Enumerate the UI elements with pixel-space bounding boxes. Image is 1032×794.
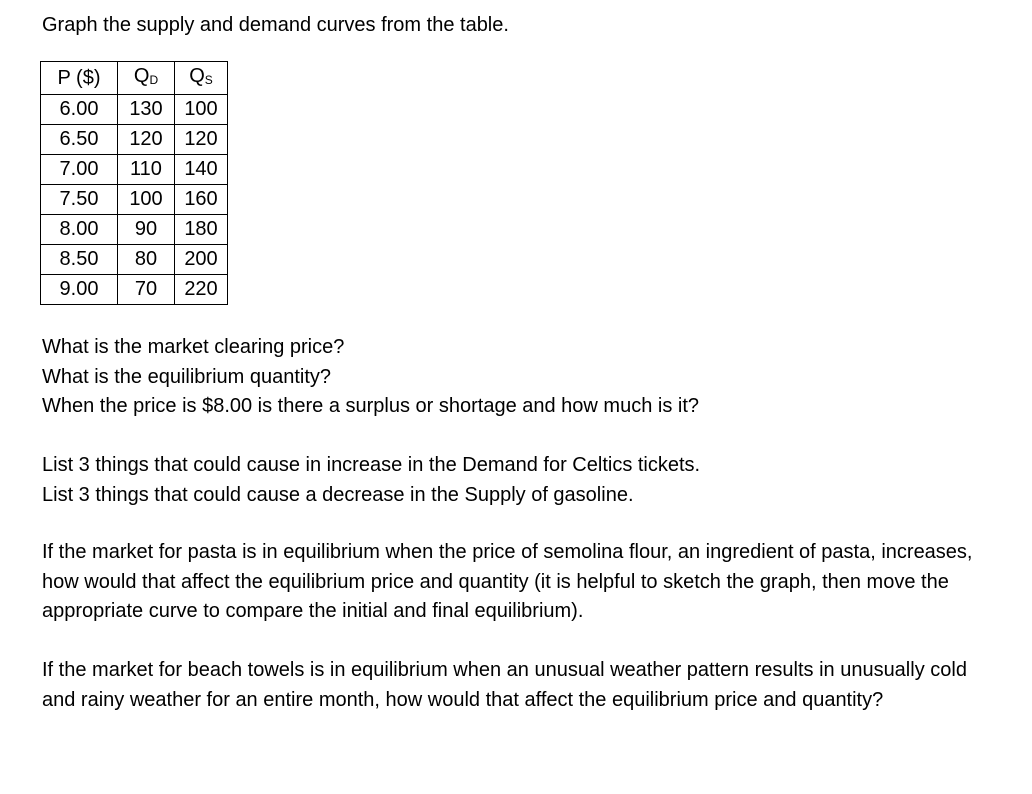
table-row (41, 215, 228, 245)
cell-price: 9.00 (41, 275, 118, 305)
header-qd-sub: D (149, 73, 159, 87)
header-quantity-supplied (175, 62, 228, 95)
table-row (41, 125, 228, 155)
cell-qd: 90 (118, 215, 175, 245)
table-row (41, 155, 228, 185)
table-row (41, 275, 228, 305)
header-qs-sub: S (204, 73, 213, 87)
header-quantity-demanded (118, 62, 175, 95)
question-market-clearing-price: What is the market clearing price? (42, 336, 345, 358)
table-header-row (41, 62, 228, 95)
cell-qs: 200 (175, 245, 228, 275)
table-row (41, 95, 228, 125)
question-supply-gasoline: List 3 things that could cause a decrease in the Supply of gasoline. (42, 483, 634, 506)
cell-qs: 220 (175, 275, 228, 305)
question-group-shifts (42, 451, 700, 510)
supply-demand-table (40, 61, 228, 305)
question-group-towels (42, 656, 992, 715)
question-surplus-shortage: When the price is $8.00 is there a surplus or shortage and how much is it? (42, 395, 700, 417)
cell-qd: 130 (118, 95, 175, 125)
question-equilibrium-quantity: What is the equilibrium quantity? (42, 365, 332, 388)
question-demand-celtics: List 3 things that could cause in increase in the Demand for Celtics tickets. (42, 454, 701, 476)
table-row (41, 185, 228, 215)
cell-price: 8.50 (41, 245, 118, 275)
cell-price: 7.50 (41, 185, 118, 215)
question-beach-towels: If the market for beach towels is in equilibrium when an unusual weather pattern results in unusually cold and rainy weather for an entire month, how would that affect the equilibrium price and quantity? (42, 659, 967, 711)
instruction-text: Graph the supply and demand curves from the table. (42, 14, 509, 36)
cell-qs: 120 (175, 125, 228, 155)
cell-qs: 180 (175, 215, 228, 245)
cell-qs: 100 (175, 95, 228, 125)
cell-qd: 120 (118, 125, 175, 155)
question-group-equilibrium (42, 333, 699, 422)
table-row (41, 245, 228, 275)
cell-qd: 100 (118, 185, 175, 215)
cell-price: 6.50 (41, 125, 118, 155)
cell-qs: 160 (175, 185, 228, 215)
header-qs-main: Q (189, 65, 205, 87)
cell-qs: 140 (175, 155, 228, 185)
cell-qd: 80 (118, 245, 175, 275)
question-group-pasta (42, 538, 992, 627)
cell-price: 8.00 (41, 215, 118, 245)
cell-price: 6.00 (41, 95, 118, 125)
question-pasta-market: If the market for pasta is in equilibrium when the price of semolina flour, an ingredient of pasta, increases, how would that affect the equilibrium price and quantity (it is helpful to sketch the graph, then move the appropriate curve to compare the initial and final equilibrium). (42, 541, 973, 622)
cell-price: 7.00 (41, 155, 118, 185)
header-qd-main: Q (133, 65, 150, 87)
cell-qd: 110 (118, 155, 175, 185)
header-price: P ($) (41, 62, 118, 95)
cell-qd: 70 (118, 275, 175, 305)
